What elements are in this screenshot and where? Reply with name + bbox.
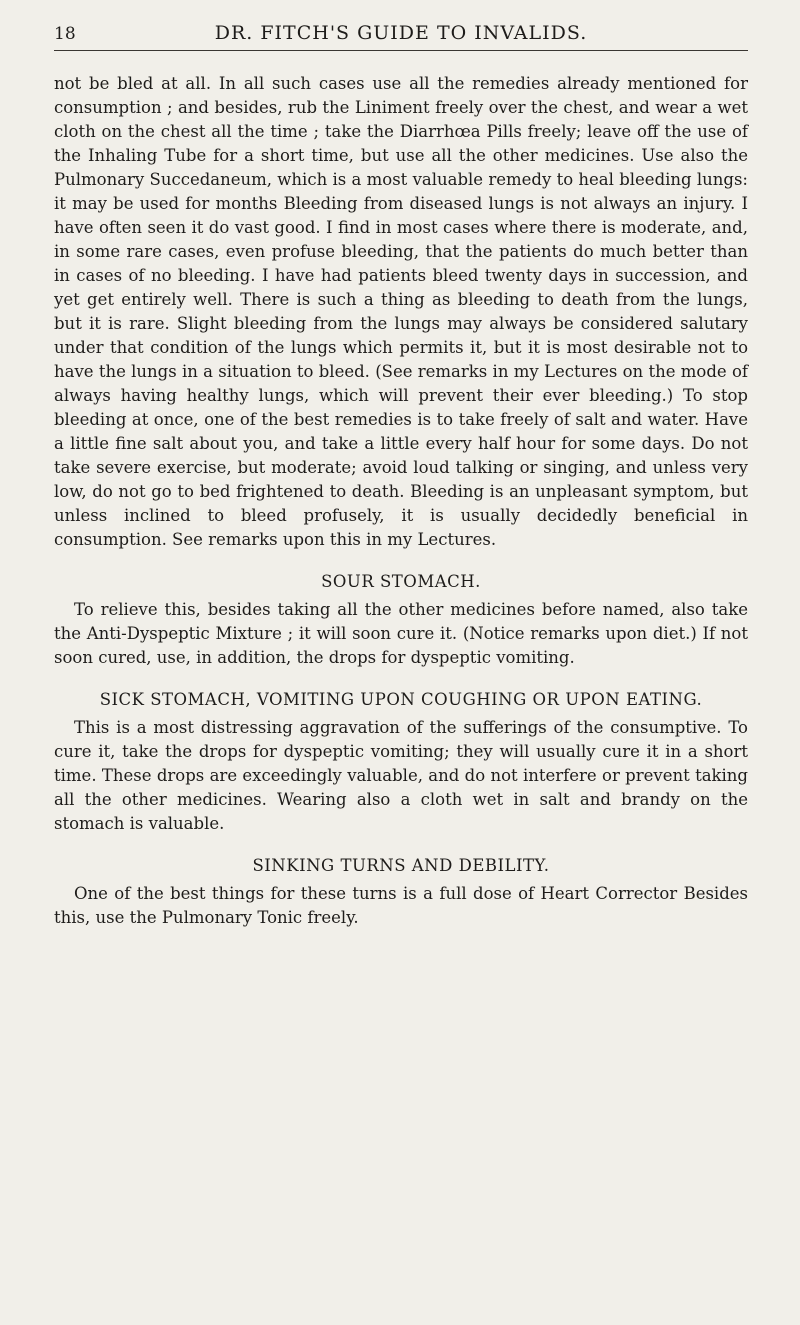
intro-paragraph: not be bled at all. In all such cases use all the remedies already mentioned for consumption ; and besides, rub the Liniment freely over the chest, and wear a wet cloth on the chest all the time ; take the Diarrhœa Pills freely; leave off the use of the Inhaling Tube for a short time, but use all the other medicines. Use also the Pulmonary Succedaneum, which is a most valuable remedy to heal bleeding lungs: it may be used for months Bleeding from diseased lungs is not always an injury. I have often seen it do vast good. I find in most cases where there is moderate, and, in some rare cases, even profuse bleeding, that the patients do much better than in cases of no bleeding. I have had patients bleed twenty days in succession, and yet get entirely well. There is such a thing as bleeding to death from the lungs, but it is rare. Slight bleeding from the lungs may always be considered salutary under that condition of the lungs which permits it, but it is most desirable not to have the lungs in a situation to bleed. (See remarks in my Lectures on the mode of always having healthy lungs, which will prevent their ever bleeding.) To stop bleeding at once, one of the best remedies is to take freely of salt and water. Have a little fine salt about you, and take a little every half hour for some days. Do not take severe exercise, but moderate; avoid loud talking or singing, and unless very low, do not go to bed frightened to death. Bleeding is an unpleasant symptom, but unless inclined to bleed profusely, it is usually decidedly beneficial in consumption. See remarks upon this in my Lectures. bbox=[54, 74, 748, 549]
page-body bbox=[54, 72, 748, 930]
section-heading-sinking-turns: SINKING TURNS AND DEBILITY. bbox=[252, 856, 550, 875]
sour-stomach-paragraph: To relieve this, besides taking all the other medicines before named, also take the Anti-Dyspeptic Mixture ; it will soon cure it. (Notice remarks upon diet.) If not soon cured, use, in addition, the drops for dyspeptic vomiting. bbox=[54, 600, 748, 667]
section-heading-sick-stomach: SICK STOMACH, VOMITING UPON COUGHING OR UPON EATING. bbox=[99, 690, 703, 709]
sick-stomach-paragraph: This is a most distressing aggravation of the sufferings of the consumptive. To cure it, take the drops for dyspeptic vomiting; they will usually cure it in a short time. These drops are exceedingly valuable, and do not interfere or prevent taking all the other medicines. Wearing also a cloth wet in salt and brandy on the stomach is valuable. bbox=[54, 718, 748, 833]
page-number: 18 bbox=[54, 24, 76, 44]
page-header bbox=[54, 0, 748, 62]
sinking-turns-paragraph: One of the best things for these turns is a full dose of Heart Corrector Besides this, use the Pulmonary Tonic freely. bbox=[54, 884, 748, 927]
header-rule bbox=[54, 50, 748, 51]
section-heading-sour-stomach: SOUR STOMACH. bbox=[321, 572, 481, 591]
running-head: DR. FITCH'S GUIDE TO INVALIDS. bbox=[214, 22, 588, 44]
